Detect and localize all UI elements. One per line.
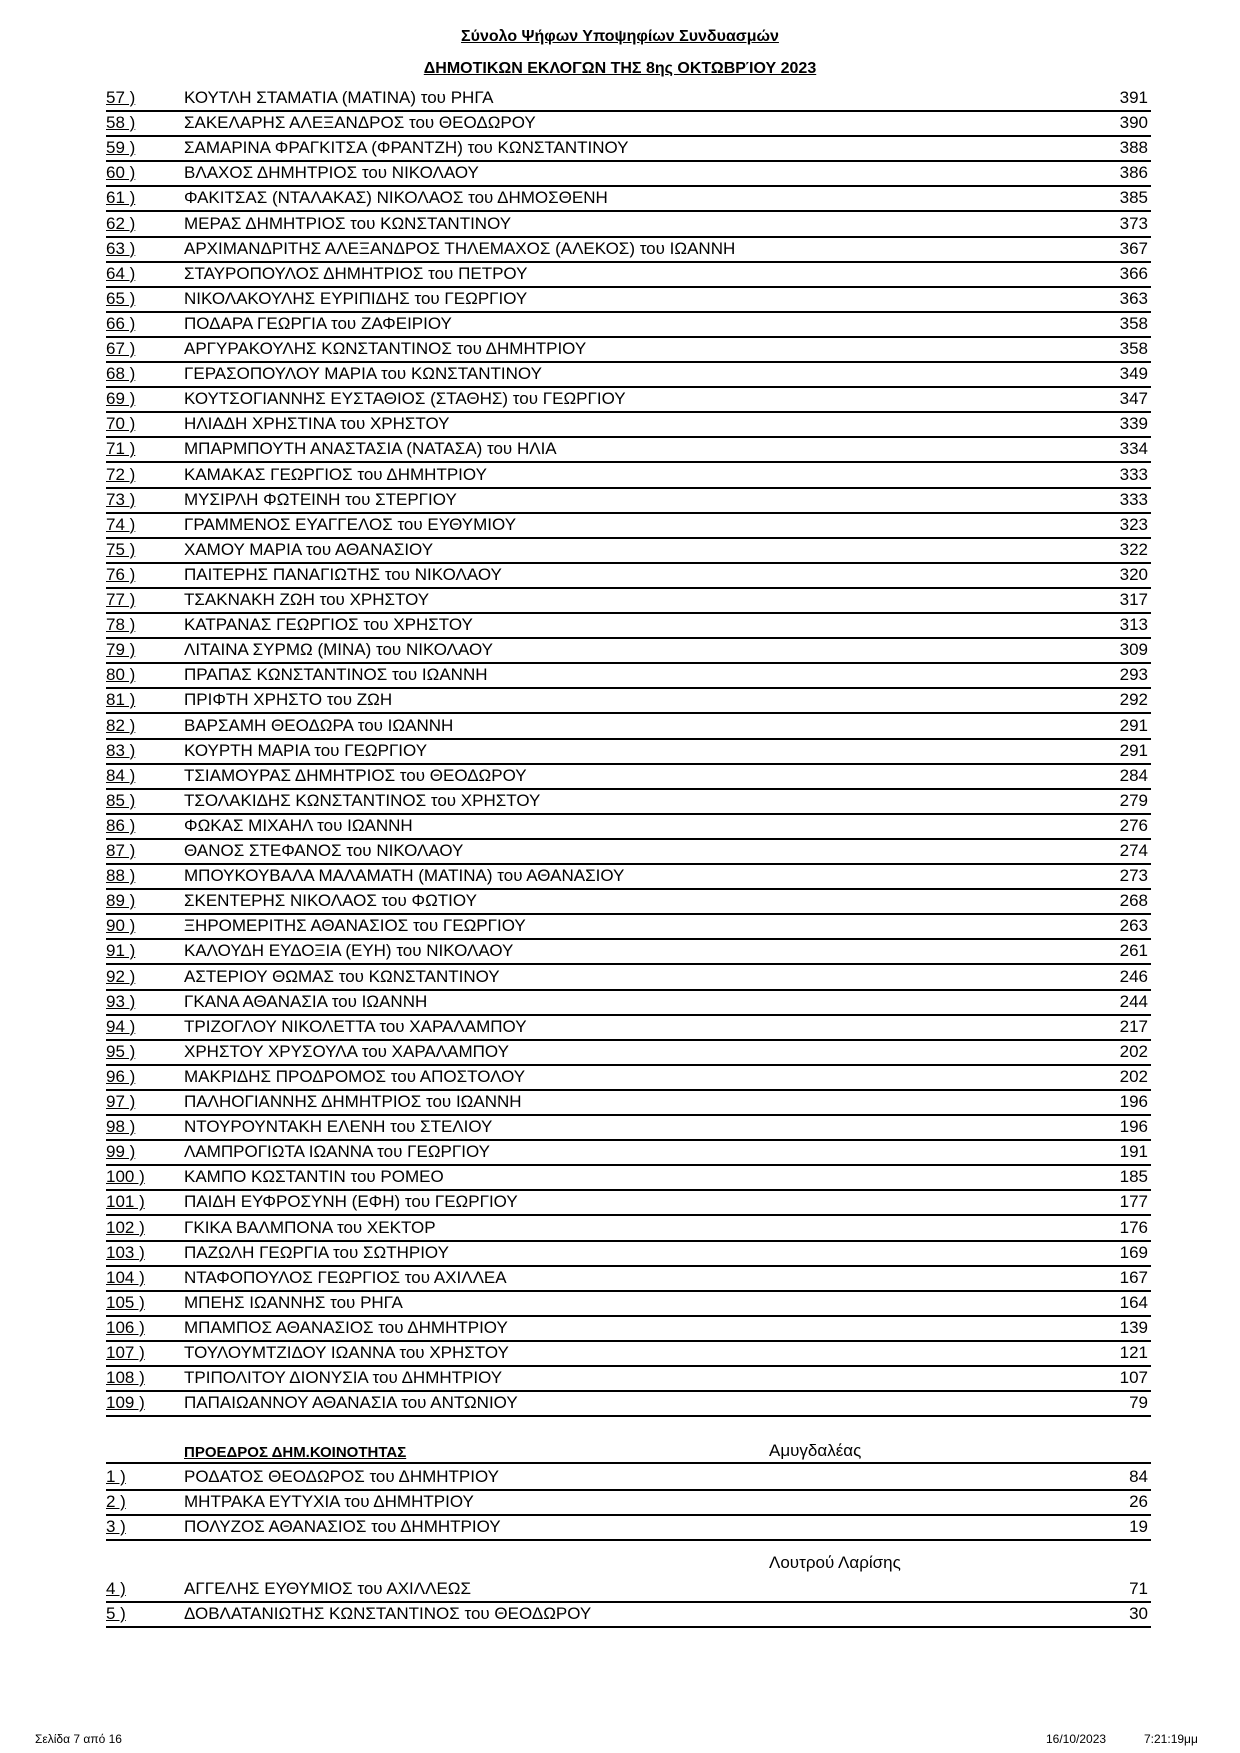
table-row [106,1490,1151,1516]
table-row [106,262,1151,288]
candidate-name: ΛΙΤΑΙΝΑ ΣΥΡΜΩ (ΜΙΝΑ) του ΝΙΚΟΛΑΟΥ [184,640,494,660]
vote-count: 309 [1119,640,1148,660]
table-row [106,889,1151,915]
candidate-name: ΔΟΒΛΑΤΑΝΙΩΤΗΣ ΚΩΝΣΤΑΝΤΙΝΟΣ του ΘΕΟΔΩΡΟΥ [184,1604,592,1623]
row-number: 101 ) [106,1192,145,1212]
row-number: 73 ) [106,489,136,509]
row-number: 97 ) [106,1092,136,1111]
vote-count: 363 [1119,288,1148,308]
row-number: 109 ) [106,1393,145,1413]
table-row [106,412,1151,438]
row-number: 107 ) [106,1343,145,1362]
candidate-name: ΑΡΧΙΜΑΝΔΡΙΤΗΣ ΑΛΕΞΑΝΔΡΟΣ ΤΗΛΕΜΑΧΟΣ (ΑΛΕΚΟΣ) του ΙΩΑΝΝΗ [184,238,736,258]
vote-count: 391 [1119,88,1148,107]
row-number: 89 ) [106,891,136,911]
candidate-name: ΠΑΛΗΟΓΙΑΝΝΗΣ ΔΗΜΗΤΡΙΟΣ του ΙΩΑΝΝΗ [184,1092,522,1111]
candidate-name: ΜΠΕΗΣ ΙΩΑΝΝΗΣ του ΡΗΓΑ [184,1292,403,1312]
row-number: 96 ) [106,1066,136,1086]
table-row [106,387,1151,413]
row-number: 85 ) [106,790,136,810]
candidate-name: ΣΚΕΝΤΕΡΗΣ ΝΙΚΟΛΑΟΣ του ΦΩΤΙΟΥ [184,891,477,911]
page-number: Σελίδα 7 από 16 [35,1732,122,1746]
table-row [106,914,1151,940]
candidate-name: ΧΑΜΟΥ ΜΑΡΙΑ του ΑΘΑΝΑΣΙΟΥ [184,539,434,559]
table-row [106,739,1151,765]
row-number: 64 ) [106,263,136,283]
table-row [106,1266,1151,1292]
vote-count: 284 [1119,765,1148,785]
table-row [106,1341,1151,1367]
table-row [106,337,1151,363]
section-heading: ΠΡΟΕΔΡΟΣ ΔΗΜ.ΚΟΙΝΟΤΗΤΑΣ [184,1444,407,1461]
candidate-name: ΤΡΙΖΟΓΛΟΥ ΝΙΚΟΛΕΤΤΑ του ΧΑΡΑΛΑΜΠΟΥ [184,1016,527,1036]
section-divider [106,1444,1151,1464]
footer-date: 16/10/2023 [1046,1732,1107,1746]
table-row [106,714,1151,740]
vote-count: 390 [1119,113,1148,133]
row-number: 74 ) [106,514,136,534]
row-number: 77 ) [106,590,136,609]
vote-count: 339 [1119,414,1148,434]
candidate-name: ΞΗΡΟΜΕΡΙΤΗΣ ΑΘΑΝΑΣΙΟΣ του ΓΕΩΡΓΙΟΥ [184,916,526,936]
candidate-name: ΝΙΚΟΛΑΚΟΥΛΗΣ ΕΥΡΙΠΙΔΗΣ του ΓΕΩΡΓΙΟΥ [184,288,528,308]
row-number: 93 ) [106,991,136,1011]
table-row [106,362,1151,388]
table-row [106,1366,1151,1392]
table-row [106,1090,1151,1116]
vote-count: 313 [1119,615,1148,635]
candidate-name: ΓΚΙΚΑ ΒΑΛΜΠΟΝΑ του ΧΕΚΤΟΡ [184,1217,436,1237]
vote-count: 333 [1119,489,1148,509]
document-title: Σύνολο Ψήφων Υποψηφίων Συνδυασμών [461,28,779,45]
row-number: 81 ) [106,690,136,710]
row-number: 106 ) [106,1317,145,1337]
table-row [106,186,1151,212]
row-number: 108 ) [106,1368,145,1388]
table-row [106,1241,1151,1267]
row-number: 57 ) [106,88,136,107]
row-number: 68 ) [106,364,136,384]
candidate-name: ΠΟΔΑΡΑ ΓΕΩΡΓΙΑ του ΖΑΦΕΙΡΙΟΥ [184,313,452,333]
candidate-name: ΑΣΤΕΡΙΟΥ ΘΩΜΑΣ του ΚΩΝΣΤΑΝΤΙΝΟΥ [184,966,500,986]
candidate-name: ΠΟΛΥΖΟΣ ΑΘΑΝΑΣΙΟΣ του ΔΗΜΗΤΡΙΟΥ [184,1517,501,1536]
row-number: 69 ) [106,389,136,409]
row-number: 99 ) [106,1142,136,1162]
candidate-name: ΜΠΑΜΠΟΣ ΑΘΑΝΑΣΙΟΣ του ΔΗΜΗΤΡΙΟΥ [184,1317,508,1337]
community-name: Λουτρού Λαρίσης [769,1553,901,1572]
candidate-name: ΣΤΑΥΡΟΠΟΥΛΟΣ ΔΗΜΗΤΡΙΟΣ του ΠΕΤΡΟΥ [184,263,528,283]
vote-count: 347 [1119,389,1148,409]
candidate-name: ΠΡΙΦΤΗ ΧΡΗΣΤΟ του ΖΩΗ [184,690,393,710]
table-row [106,638,1151,664]
candidate-name: ΓΡΑΜΜΕΝΟΣ ΕΥΑΓΓΕΛΟΣ του ΕΥΘΥΜΙΟΥ [184,514,517,534]
vote-count: 217 [1119,1016,1148,1036]
candidate-name: ΠΡΑΠΑΣ ΚΩΝΣΤΑΝΤΙΝΟΣ του ΙΩΑΝΝΗ [184,665,488,685]
candidate-name: ΤΟΥΛΟΥΜΤΖΙΔΟΥ ΙΩΑΝΝΑ του ΧΡΗΣΤΟΥ [184,1343,509,1362]
table-row [106,1316,1151,1342]
vote-count: 196 [1119,1117,1148,1137]
row-number: 94 ) [106,1016,136,1036]
table-row [106,513,1151,539]
row-number: 103 ) [106,1242,145,1262]
row-number: 60 ) [106,163,136,183]
table-row [106,990,1151,1016]
vote-count: 293 [1119,665,1148,685]
vote-count: 177 [1119,1192,1148,1212]
table-row [106,1190,1151,1216]
vote-count: 202 [1119,1066,1148,1086]
candidate-name: ΗΛΙΑΔΗ ΧΡΗΣΤΙΝΑ του ΧΡΗΣΤΟΥ [184,414,450,434]
table-row [106,111,1151,137]
row-number: 59 ) [106,138,136,158]
table-row [106,287,1151,313]
row-number: 98 ) [106,1117,136,1137]
row-number: 67 ) [106,339,136,358]
table-row [106,1140,1151,1166]
row-number: 3 ) [106,1517,126,1536]
vote-count: 164 [1119,1292,1148,1312]
candidate-name: ΝΤΟΥΡΟΥΝΤΑΚΗ ΕΛΕΝΗ του ΣΤΕΛΙΟΥ [184,1117,493,1137]
table-row [106,1465,1151,1491]
table-row [106,663,1151,689]
table-row [106,613,1151,639]
vote-count: 385 [1119,188,1148,208]
candidate-name: ΚΑΜΠΟ ΚΩΣΤΑΝΤΙΝ του ΡΟΜΕΟ [184,1167,444,1187]
row-number: 104 ) [106,1267,145,1287]
row-number: 83 ) [106,740,136,760]
candidate-name: ΜΠΟΥΚΟΥΒΑΛΑ ΜΑΛΑΜΑΤΗ (ΜΑΤΙΝΑ) του ΑΘΑΝΑΣΙΟΥ [184,866,625,886]
vote-count: 185 [1119,1167,1148,1187]
vote-count: 261 [1119,941,1148,961]
row-number: 72 ) [106,464,136,484]
candidate-name: ΚΟΥΤΛΗ ΣΤΑΜΑΤΙΑ (ΜΑΤΙΝΑ) του ΡΗΓΑ [184,88,494,107]
row-number: 105 ) [106,1292,145,1312]
table-row [106,1515,1151,1541]
table-row [106,789,1151,815]
vote-count: 358 [1119,339,1148,358]
row-number: 1 ) [106,1467,126,1486]
row-number: 78 ) [106,615,136,635]
vote-count: 121 [1119,1343,1148,1362]
vote-count: 191 [1119,1142,1148,1162]
vote-count: 279 [1119,790,1148,810]
candidate-name: ΦΩΚΑΣ ΜΙΧΑΗΛ του ΙΩΑΝΝΗ [184,815,413,835]
candidate-name: ΤΡΙΠΟΛΙΤΟΥ ΔΙΟΝΥΣΙΑ του ΔΗΜΗΤΡΙΟΥ [184,1368,503,1388]
document-subtitle: ΔΗΜΟΤΙΚΩΝ ΕΚΛΟΓΩΝ ΤΗΣ 8ης ΟΚΤΩΒΡΊΟΥ 2023 [423,60,817,77]
community-name: Αμυγδαλέας [769,1441,862,1460]
row-number: 61 ) [106,188,136,208]
candidate-name: ΠΑΖΩΛΗ ΓΕΩΡΓΙΑ του ΣΩΤΗΡΙΟΥ [184,1242,449,1262]
candidate-name: ΤΣΙΑΜΟΥΡΑΣ ΔΗΜΗΤΡΙΟΣ του ΘΕΟΔΩΡΟΥ [184,765,527,785]
vote-count: 358 [1119,313,1148,333]
candidate-name: ΜΕΡΑΣ ΔΗΜΗΤΡΙΟΣ του ΚΩΝΣΤΑΝΤΙΝΟΥ [184,213,512,233]
vote-count: 19 [1129,1517,1148,1536]
footer-time: 7:21:19μμ [1144,1732,1198,1746]
table-row [106,1391,1151,1417]
row-number: 90 ) [106,916,136,936]
candidate-name: ΜΑΚΡΙΔΗΣ ΠΡΟΔΡΟΜΟΣ του ΑΠΟΣΤΟΛΟΥ [184,1066,526,1086]
row-number: 91 ) [106,941,136,961]
table-row [106,814,1151,840]
candidate-name: ΧΡΗΣΤΟΥ ΧΡΥΣΟΥΛΑ του ΧΑΡΑΛΑΜΠΟΥ [184,1041,509,1061]
candidate-name: ΑΡΓΥΡΑΚΟΥΛΗΣ ΚΩΝΣΤΑΝΤΙΝΟΣ του ΔΗΜΗΤΡΙΟΥ [184,339,587,358]
candidate-name: ΠΑΙΔΗ ΕΥΦΡΟΣΥΝΗ (ΕΦΗ) του ΓΕΩΡΓΙΟΥ [184,1192,518,1212]
candidate-name: ΡΟΔΑΤΟΣ ΘΕΟΔΩΡΟΣ του ΔΗΜΗΤΡΙΟΥ [184,1467,499,1486]
table-row [106,1015,1151,1041]
candidate-name: ΚΑΛΟΥΔΗ ΕΥΔΟΞΙΑ (ΕΥΗ) του ΝΙΚΟΛΑΟΥ [184,941,514,961]
table-row [106,212,1151,238]
vote-count: 320 [1119,564,1148,584]
row-number: 2 ) [106,1492,126,1511]
table-row [106,463,1151,489]
vote-count: 196 [1119,1092,1148,1111]
candidate-name: ΒΑΡΣΑΜΗ ΘΕΟΔΩΡΑ του ΙΩΑΝΝΗ [184,715,454,735]
row-number: 58 ) [106,113,136,133]
vote-count: 334 [1119,439,1148,459]
candidate-name: ΠΑΙΤΕΡΗΣ ΠΑΝΑΓΙΩΤΗΣ του ΝΙΚΟΛΑΟΥ [184,564,502,584]
vote-count: 333 [1119,464,1148,484]
vote-count: 388 [1119,138,1148,158]
table-row [106,437,1151,463]
table-row [106,1216,1151,1242]
candidate-name: ΛΑΜΠΡΟΓΙΩΤΑ ΙΩΑΝΝΑ του ΓΕΩΡΓΙΟΥ [184,1142,490,1162]
vote-count: 349 [1119,364,1148,384]
row-number: 100 ) [106,1167,145,1187]
row-number: 62 ) [106,213,136,233]
candidate-name: ΓΚΑΝΑ ΑΘΑΝΑΣΙΑ του ΙΩΑΝΝΗ [184,991,428,1011]
row-number: 82 ) [106,715,136,735]
vote-count: 268 [1119,891,1148,911]
row-number: 66 ) [106,313,136,333]
vote-count: 366 [1119,263,1148,283]
table-row [106,864,1151,890]
vote-count: 273 [1119,866,1148,886]
candidate-name: ΣΑΜΑΡΙΝΑ ΦΡΑΓΚΙΤΣΑ (ΦΡΑΝΤΖΗ) του ΚΩΝΣΤΑΝΤΙΝΟΥ [184,138,629,158]
candidate-name: ΤΣΑΚΝΑΚΗ ΖΩΗ του ΧΡΗΣΤΟΥ [184,590,430,609]
candidate-name: ΤΣΟΛΑΚΙΔΗΣ ΚΩΝΣΤΑΝΤΙΝΟΣ του ΧΡΗΣΤΟΥ [184,790,541,810]
candidate-name: ΣΑΚΕΛΑΡΗΣ ΑΛΕΞΑΝΔΡΟΣ του ΘΕΟΔΩΡΟΥ [184,113,536,133]
vote-count: 176 [1119,1217,1148,1237]
table-row [106,588,1151,614]
vote-count: 274 [1119,841,1148,860]
candidate-name: ΜΥΣΙΡΛΗ ΦΩΤΕΙΝΗ του ΣΤΕΡΓΙΟΥ [184,489,457,509]
vote-count: 169 [1119,1242,1148,1262]
table-row [106,86,1151,112]
vote-count: 202 [1119,1041,1148,1061]
vote-count: 323 [1119,514,1148,534]
row-number: 63 ) [106,238,136,258]
vote-count: 84 [1129,1467,1148,1486]
vote-count: 107 [1119,1368,1148,1388]
row-number: 86 ) [106,815,136,835]
candidate-name: ΝΤΑΦΟΠΟΥΛΟΣ ΓΕΩΡΓΙΟΣ του ΑΧΙΛΛΕΑ [184,1267,507,1287]
table-row [106,563,1151,589]
table-row [106,1602,1151,1628]
vote-count: 139 [1119,1317,1148,1337]
table-row [106,965,1151,991]
row-number: 76 ) [106,564,136,584]
candidate-name: ΠΑΠΑΙΩΑΝΝΟΥ ΑΘΑΝΑΣΙΑ του ΑΝΤΩΝΙΟΥ [184,1393,518,1413]
row-number: 5 ) [106,1604,126,1623]
row-number: 75 ) [106,539,136,559]
candidate-name: ΦΑΚΙΤΣΑΣ (ΝΤΑΛΑΚΑΣ) ΝΙΚΟΛΑΟΣ του ΔΗΜΟΣΘΕΝΗ [184,188,608,208]
table-row [106,136,1151,162]
row-number: 4 ) [106,1579,126,1598]
vote-count: 386 [1119,163,1148,183]
table-row [106,1065,1151,1091]
table-row [106,1165,1151,1191]
table-row [106,312,1151,338]
vote-count: 71 [1129,1579,1148,1598]
candidate-name: ΒΛΑΧΟΣ ΔΗΜΗΤΡΙΟΣ του ΝΙΚΟΛΑΟΥ [184,163,479,183]
vote-count: 317 [1119,590,1148,609]
table-row [106,1577,1151,1603]
table-row [106,488,1151,514]
candidate-name: ΓΕΡΑΣΟΠΟΥΛΟΥ ΜΑΡΙΑ του ΚΩΝΣΤΑΝΤΙΝΟΥ [184,364,542,384]
row-number: 95 ) [106,1041,136,1061]
vote-count: 244 [1119,991,1148,1011]
row-number: 102 ) [106,1217,145,1237]
candidate-name: ΚΑΜΑΚΑΣ ΓΕΩΡΓΙΟΣ του ΔΗΜΗΤΡΙΟΥ [184,464,487,484]
row-number: 65 ) [106,288,136,308]
table-row [106,688,1151,714]
table-row [106,1115,1151,1141]
table-row [106,237,1151,263]
candidate-name: ΚΑΤΡΑΝΑΣ ΓΕΩΡΓΙΟΣ του ΧΡΗΣΤΟΥ [184,615,473,635]
row-number: 70 ) [106,414,136,434]
table-row [106,538,1151,564]
candidate-name: ΚΟΥΡΤΗ ΜΑΡΙΑ του ΓΕΩΡΓΙΟΥ [184,740,428,760]
vote-count: 26 [1129,1492,1148,1511]
vote-count: 291 [1119,740,1148,760]
row-number: 71 ) [106,439,136,459]
row-number: 79 ) [106,640,136,660]
table-row [106,161,1151,187]
vote-count: 292 [1119,690,1148,710]
vote-count: 263 [1119,916,1148,936]
candidate-name: ΚΟΥΤΣΟΓΙΑΝΝΗΣ ΕΥΣΤΑΘΙΟΣ (ΣΤΑΘΗΣ) του ΓΕΩΡΓΙΟΥ [184,389,626,409]
row-number: 87 ) [106,841,136,860]
vote-count: 167 [1119,1267,1148,1287]
candidate-name: ΘΑΝΟΣ ΣΤΕΦΑΝΟΣ του ΝΙΚΟΛΑΟΥ [184,841,464,860]
vote-count: 30 [1129,1604,1148,1623]
row-number: 84 ) [106,765,136,785]
table-row [106,764,1151,790]
table-row [106,1040,1151,1066]
table-row [106,839,1151,865]
candidate-name: ΜΗΤΡΑΚΑ ΕΥΤΥΧΙΑ του ΔΗΜΗΤΡΙΟΥ [184,1492,474,1511]
vote-count: 276 [1119,815,1148,835]
vote-count: 79 [1129,1393,1148,1413]
vote-count: 246 [1119,966,1148,986]
row-number: 92 ) [106,966,136,986]
candidate-name: ΑΓΓΕΛΗΣ ΕΥΘΥΜΙΟΣ του ΑΧΙΛΛΕΩΣ [184,1579,472,1598]
vote-count: 367 [1119,238,1148,258]
vote-count: 322 [1119,539,1148,559]
candidate-name: ΜΠΑΡΜΠΟΥΤΗ ΑΝΑΣΤΑΣΙΑ (ΝΑΤΑΣΑ) του ΗΛΙΑ [184,439,557,459]
vote-count: 291 [1119,715,1148,735]
row-number: 80 ) [106,665,136,685]
table-row [106,1291,1151,1317]
table-row [106,939,1151,965]
row-number: 88 ) [106,866,136,886]
vote-count: 373 [1119,213,1148,233]
